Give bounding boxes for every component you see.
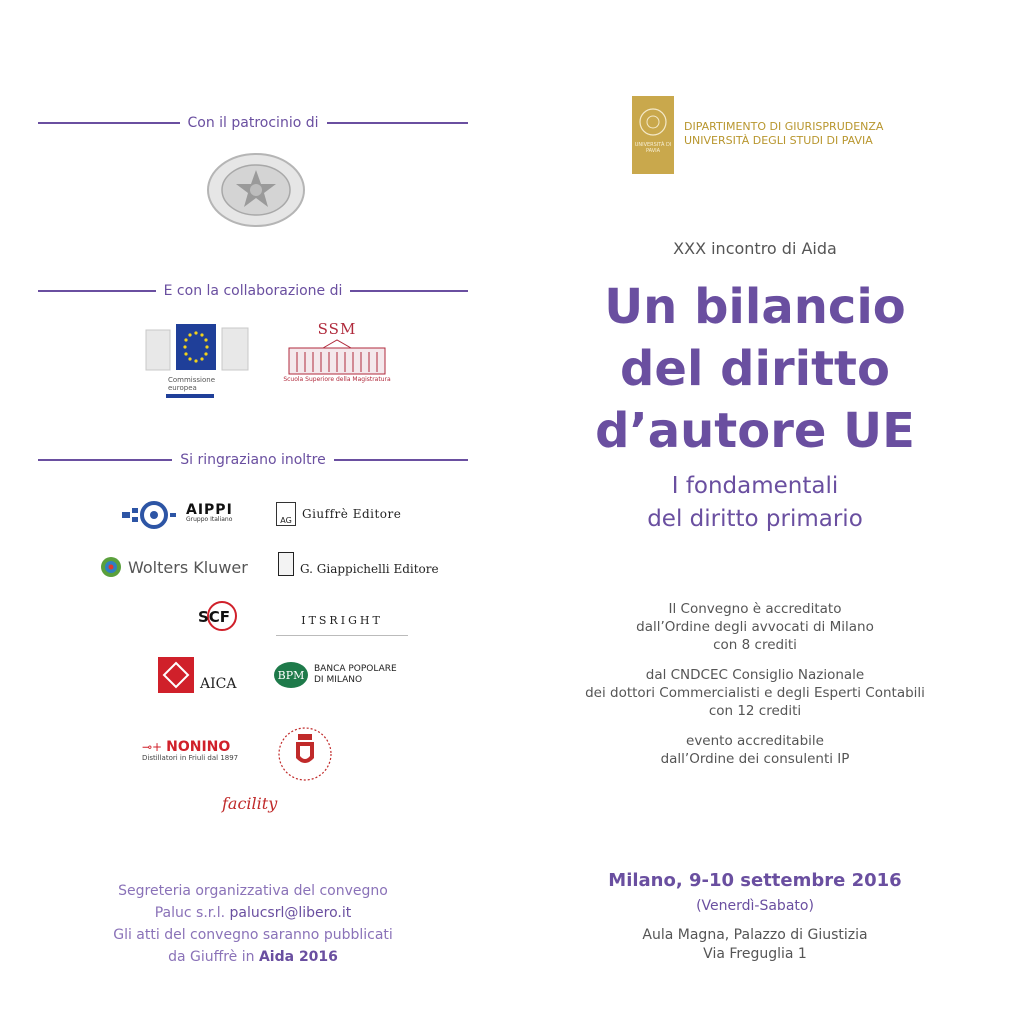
thanks-label: Si ringraziano inoltre: [180, 452, 326, 468]
collaboration-header: [38, 281, 468, 301]
subtitle-line: del diritto primario: [647, 506, 863, 532]
itsright-name: ITSRIGHT: [301, 614, 383, 627]
giuffre-prefix: da Giuffrè in: [168, 949, 255, 965]
giappichelli-logo: [278, 552, 439, 576]
accreditation-block: [560, 600, 950, 768]
divider: [327, 122, 469, 124]
paluc-prefix: Paluc s.r.l.: [154, 905, 226, 921]
secretariat-line: Segreteria organizzativa del convegno: [118, 883, 388, 899]
accreditation-line: dal CNDCEC Consiglio Nazionale: [645, 667, 865, 683]
facility-logo: [222, 794, 277, 813]
european-commission-logo: [144, 322, 250, 398]
aippi-logo: [120, 500, 233, 530]
book-icon: [278, 552, 294, 576]
itsright-logo: [276, 614, 408, 636]
ec-label: europea: [168, 384, 197, 392]
montalto-seal-logo: [276, 726, 334, 782]
patronage-header: [38, 113, 468, 133]
nonino-sub: Distillatori in Friuli dal 1897: [142, 754, 239, 762]
government-seal-logo: [206, 152, 306, 228]
giuffre-mark: AG: [276, 502, 296, 526]
accreditation-line: dei dottori Commercialisti e degli Esperti Contabili: [585, 685, 925, 701]
department-name: [684, 120, 883, 148]
nonino-logo: [142, 739, 239, 764]
wolters-kluwer-logo: [100, 556, 248, 578]
venue-line: Via Freguglia 1: [703, 946, 807, 962]
bpm-mark: BPM: [274, 662, 308, 688]
subtitle-line: I fondamentali: [671, 473, 839, 499]
meeting-label: XXX incontro di Aida: [673, 239, 837, 258]
event-days: (Venerdì-Sabato): [696, 898, 814, 914]
aica-logo: [158, 657, 236, 693]
venue-line: Aula Magna, Palazzo di Giustizia: [642, 927, 868, 943]
divider: [38, 459, 172, 461]
ssm-logo: [283, 320, 391, 392]
page-title: [560, 276, 950, 462]
divider: [334, 459, 468, 461]
venue: [560, 926, 950, 964]
accreditation-line: evento accreditabile: [686, 733, 824, 749]
bpm-logo: [274, 662, 406, 688]
event-date: Milano, 9-10 settembre 2016: [608, 870, 902, 891]
thanks-header: [38, 450, 468, 470]
facility-name: facility: [222, 794, 278, 813]
accreditation-line: con 8 crediti: [713, 637, 797, 653]
title-line: Un bilancio: [604, 279, 906, 335]
scf-logo: [196, 600, 240, 636]
bpm-name: BANCA POPOLARE DI MILANO: [314, 664, 397, 685]
ec-label: Commissione: [168, 376, 216, 384]
university-logo: [632, 96, 674, 174]
wolters-kluwer-name: Wolters Kluwer: [128, 557, 248, 577]
email-link[interactable]: palucsrl@libero.it: [229, 905, 352, 921]
giappichelli-name: G. Giappichelli Editore: [300, 562, 439, 576]
scf-name: SCF: [198, 608, 231, 626]
divider: [38, 290, 156, 292]
accreditation-line: dall’Ordine dei consulenti IP: [660, 751, 850, 767]
nonino-icon: ⊸+: [142, 740, 163, 754]
university-line: UNIVERSITÀ DEGLI STUDI DI PAVIA: [684, 134, 873, 147]
giuffre-logo: [276, 502, 401, 526]
aica-name: AICA: [200, 676, 237, 692]
ssm-caption: Scuola Superiore della Magistratura: [283, 376, 391, 383]
collaboration-label: E con la collaborazione di: [163, 283, 343, 299]
atti-line: Gli atti del convegno saranno pubblicati: [113, 927, 393, 943]
title-line: d’autore UE: [595, 403, 915, 459]
divider: [350, 290, 468, 292]
secretariat-block: [38, 880, 468, 968]
aippi-name: AIPPI: [186, 502, 233, 518]
ssm-abbr: SSM: [317, 320, 357, 338]
accreditation-line: con 12 crediti: [708, 703, 802, 719]
accreditation-line: Il Convegno è accreditato: [668, 601, 842, 617]
department-line: DIPARTIMENTO DI GIURISPRUDENZA: [684, 120, 884, 133]
subtitle: [560, 470, 950, 536]
giuffre-name: Giuffrè Editore: [302, 507, 402, 521]
aida-edition: Aida 2016: [258, 949, 338, 965]
university-mark: UNIVERSITÀ DI PAVIA: [634, 142, 672, 154]
divider: [38, 122, 180, 124]
aippi-sub: Gruppo Italiano: [186, 516, 233, 523]
accreditation-line: dall’Ordine degli avvocati di Milano: [636, 619, 874, 635]
title-line: del diritto: [620, 341, 890, 397]
nonino-name: NONINO: [166, 739, 231, 755]
patronage-label: Con il patrocinio di: [187, 115, 319, 131]
